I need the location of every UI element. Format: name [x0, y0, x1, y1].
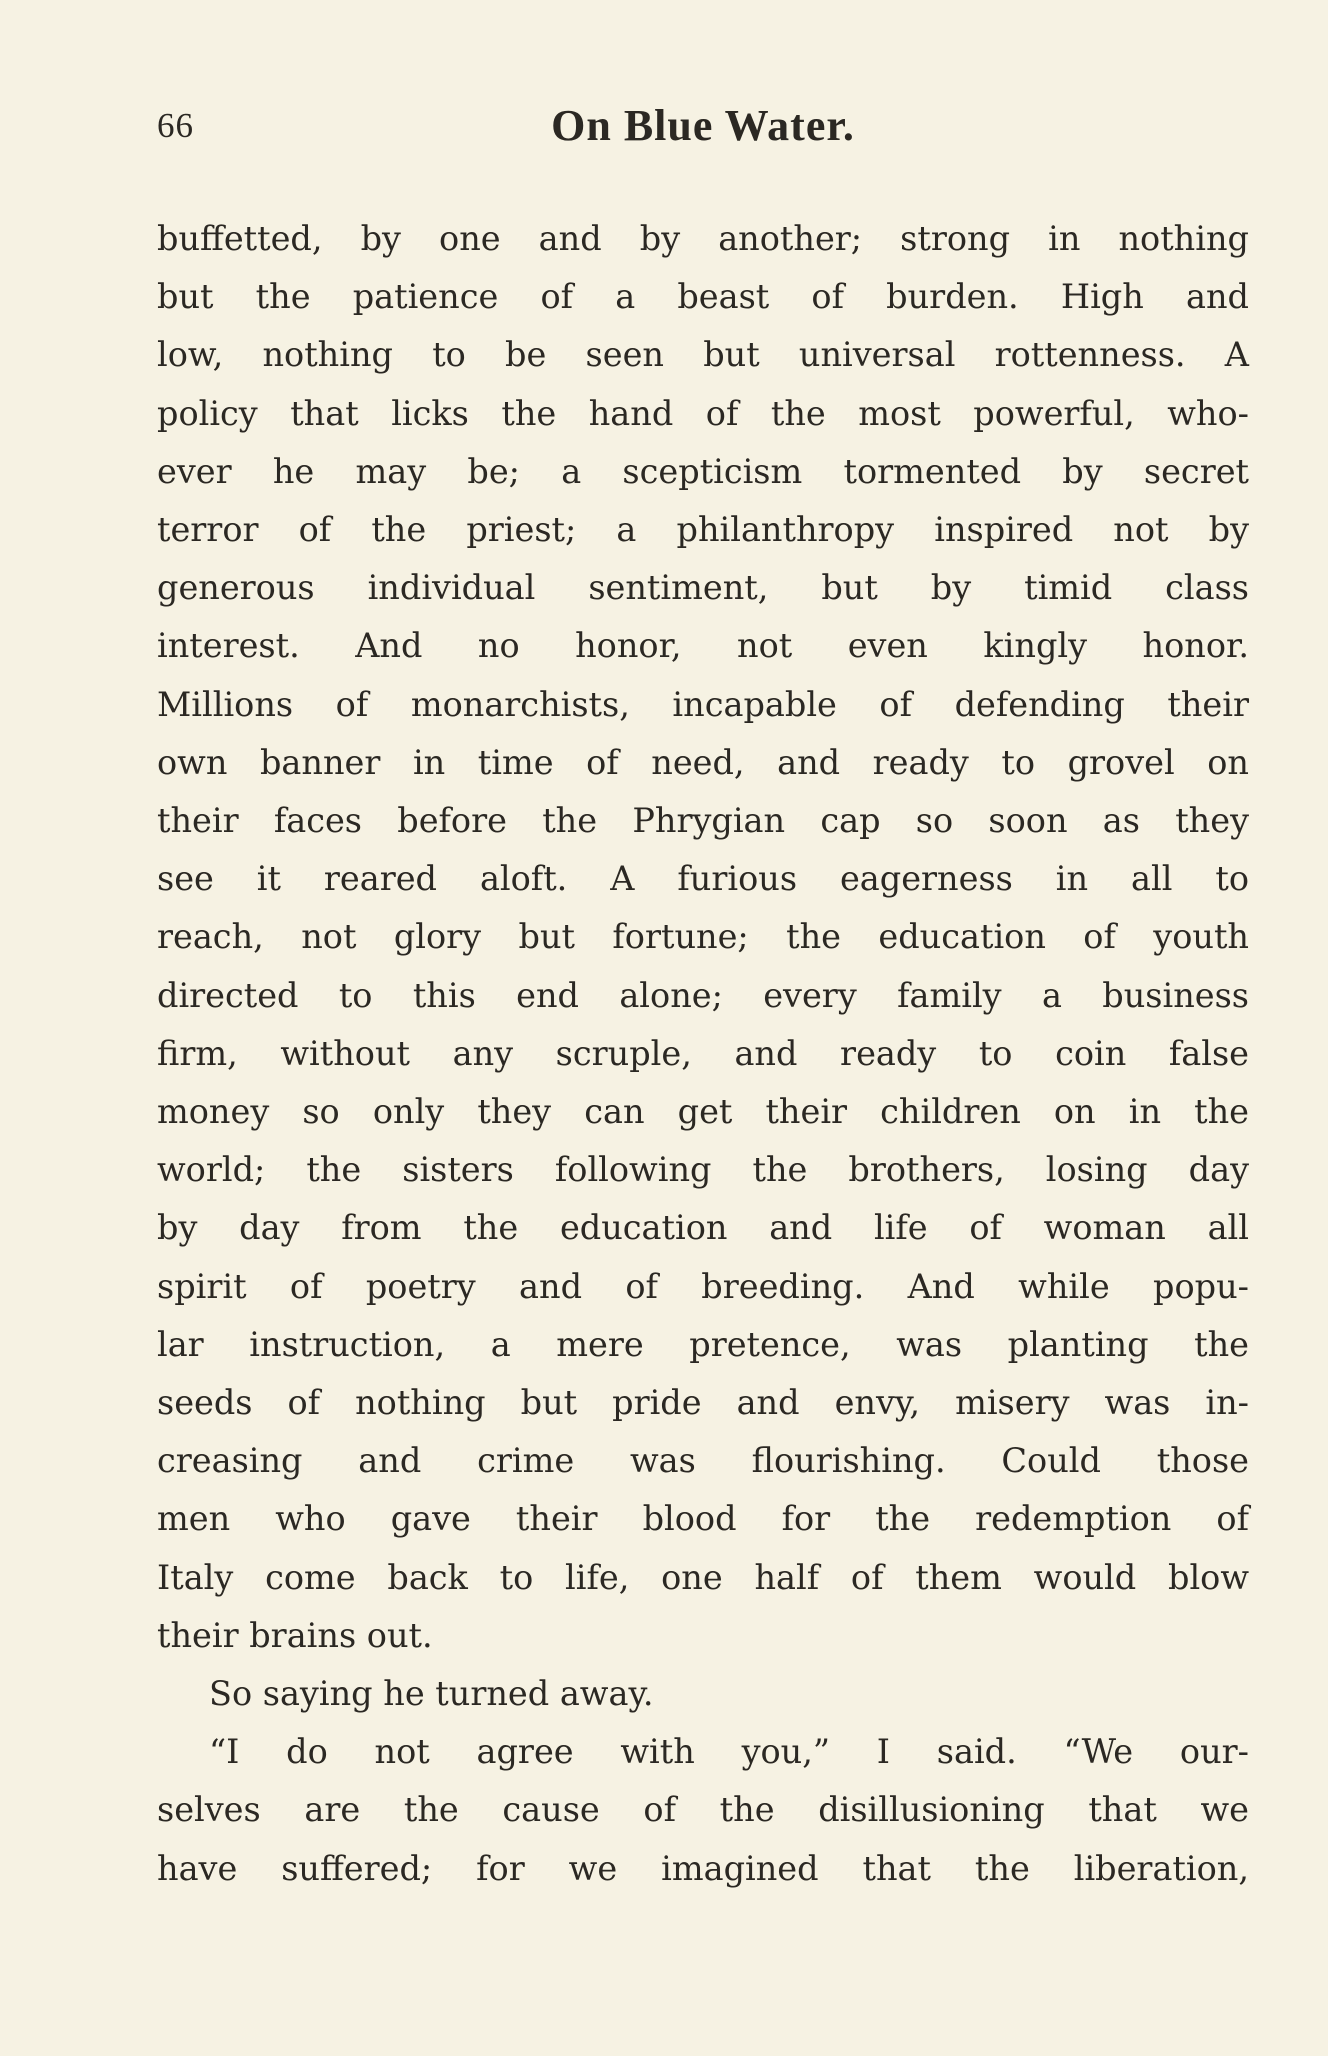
- text-line: lar instruction, a mere pretence, was planting the: [157, 1324, 1249, 1364]
- text-line: money so only they can get their children on in the: [157, 1092, 1249, 1132]
- text-line: have suffered; for we imagined that the liberation,: [157, 1848, 1249, 1888]
- body-text: [157, 210, 1249, 1898]
- page-number: 66: [157, 106, 194, 145]
- text-line: directed to this end alone; every family a business: [157, 975, 1249, 1015]
- text-line: men who gave their blood for the redemption of: [157, 1499, 1249, 1539]
- text-line: ever he may be; a scepticism tormented by secret: [157, 451, 1249, 491]
- text-line: selves are the cause of the disillusioning that we: [157, 1790, 1249, 1830]
- text-line: reach, not glory but fortune; the education of youth: [157, 917, 1249, 957]
- text-line: seeds of nothing but pride and envy, misery was in-: [157, 1383, 1249, 1423]
- text-line: Italy come back to life, one half of them would blow: [157, 1557, 1249, 1597]
- text-line: their brains out.: [157, 1615, 433, 1655]
- paragraph: [157, 1723, 1249, 1898]
- text-line: but the patience of a beast of burden. High and: [157, 277, 1249, 317]
- text-line: policy that licks the hand of the most powerful, who-: [157, 393, 1249, 433]
- text-line: Millions of monarchists, incapable of defending their: [157, 684, 1249, 724]
- text-line: interest. And no honor, not even kingly honor.: [157, 626, 1249, 666]
- text-line: spirit of poetry and of breeding. And while popu-: [157, 1266, 1249, 1306]
- paragraph: [157, 1665, 1249, 1723]
- text-line: creasing and crime was flourishing. Could those: [157, 1441, 1249, 1481]
- text-line: low, nothing to be seen but universal rottenness. A: [157, 335, 1249, 375]
- text-line: terror of the priest; a philanthropy inspired not by: [157, 510, 1249, 550]
- text-line: firm, without any scruple, and ready to coin false: [157, 1033, 1249, 1073]
- text-line: generous individual sentiment, but by timid class: [157, 568, 1249, 608]
- running-title: On Blue Water.: [551, 101, 855, 150]
- text-line: buffetted, by one and by another; strong in nothing: [157, 219, 1249, 258]
- text-line: their faces before the Phrygian cap so soon as they: [157, 801, 1249, 841]
- page-header: [157, 100, 1249, 162]
- text-line: own banner in time of need, and ready to grovel on: [157, 742, 1249, 782]
- text-line: So saying he turned away.: [209, 1674, 654, 1714]
- text-line: by day from the education and life of woman all: [157, 1208, 1249, 1248]
- text-line: see it reared aloft. A furious eagerness in all to: [157, 859, 1249, 899]
- text-line: “I do not agree with you,” I said. “We our-: [209, 1732, 1249, 1772]
- text-line: world; the sisters following the brothers, losing day: [157, 1150, 1249, 1190]
- paragraph: [157, 210, 1249, 1665]
